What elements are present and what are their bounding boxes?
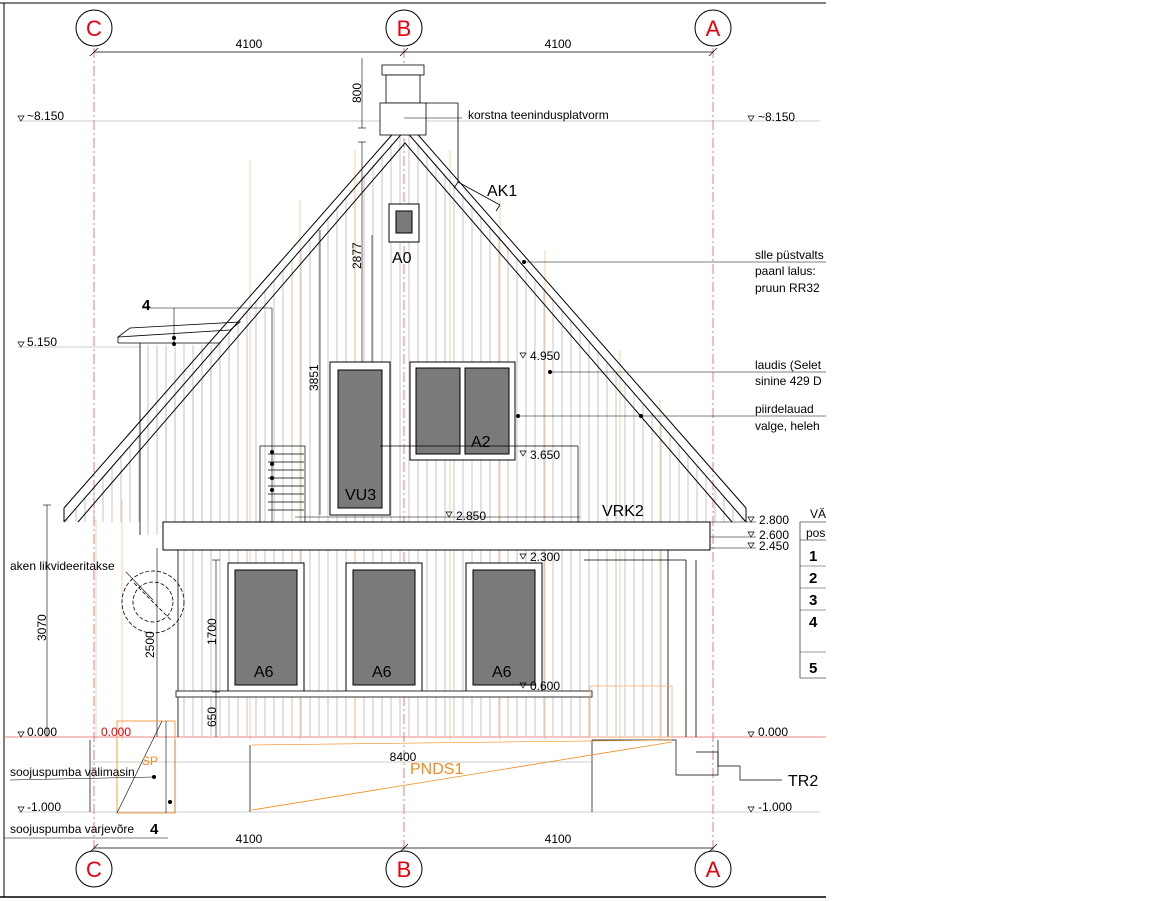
grid-bubble-b-bottom [386, 851, 422, 887]
leader-vent [126, 572, 153, 600]
grid-bubble-c-bottom [76, 851, 112, 887]
legend-row-3: 3 [809, 592, 818, 609]
legend-title: VÄ [810, 507, 827, 521]
level-int-0600: 0.600 [530, 679, 561, 693]
dim-wall-total: 3851 [307, 364, 321, 391]
dim-ground-left: 3070 [35, 614, 49, 641]
window-a2 [410, 362, 515, 460]
level-left-8150: ~8.150 [27, 109, 65, 123]
dim-vent-height: 2500 [143, 631, 157, 658]
label-heat-pump-screen: soojuspumba varjevõre [10, 822, 135, 836]
clip-mask [826, 0, 1152, 901]
grid-letter-b-bottom: B [396, 857, 412, 882]
dim-gable: 2877 [350, 242, 364, 269]
grid-bubble-a-bottom [695, 851, 731, 887]
grid-bubble-c-top [76, 10, 112, 46]
label-a6-1: A6 [254, 664, 274, 681]
marker-4-dot2 [172, 342, 176, 346]
dim-window-a6: 1700 [205, 618, 219, 645]
legend-row-2: 2 [809, 570, 818, 587]
level-right-2600: 2.600 [759, 528, 790, 542]
bottom-span-left: 4100 [235, 832, 263, 846]
level-int-4950: 4.950 [530, 349, 561, 363]
label-ak1: AK1 [487, 183, 518, 200]
level-int-2300: 2.300 [530, 550, 561, 564]
label-heat-pump-screen-num: 4 [150, 821, 159, 838]
grid-letter-c-bottom: C [86, 857, 102, 882]
label-sp: SP [142, 754, 159, 768]
level-left-0000: 0.000 [27, 725, 58, 739]
level-right-2450: 2.450 [759, 539, 790, 553]
note-cladding-2: sinine 429 D [755, 374, 822, 388]
bottom-span-right: 4100 [544, 832, 572, 846]
window-a0 [389, 204, 419, 242]
chimney [380, 65, 426, 135]
top-span-left: 4100 [235, 37, 263, 51]
label-heat-pump: soojuspumba välimasin [10, 765, 135, 779]
label-a6-3: A6 [492, 664, 512, 681]
label-vu3: VU3 [345, 487, 377, 504]
legend-header: pos [806, 526, 826, 540]
level-right-8150: ~8.150 [758, 110, 796, 124]
legend-row-1: 1 [809, 548, 818, 565]
note-roof-3: pruun RR32 [755, 281, 820, 295]
dim-total-width: 8400 [389, 750, 417, 764]
grid-bubble-a-top [695, 10, 731, 46]
label-red-level: 0.000 [101, 725, 132, 739]
dim-plinth: 650 [205, 706, 219, 727]
grid-bubble-b-top [386, 10, 422, 46]
level-left-m1000: -1.000 [27, 800, 62, 814]
label-a6-2: A6 [372, 664, 392, 681]
label-a0: A0 [392, 250, 412, 267]
marker-4: 4 [142, 297, 151, 314]
legend-row-5: 5 [809, 660, 818, 677]
foundation-slope-top [252, 740, 672, 745]
level-right-2800: 2.800 [759, 513, 790, 527]
label-vent: aken likvideeritakse [10, 559, 115, 573]
note-roof-1: slle püstvalts [755, 248, 824, 262]
grid-letter-a-bottom: A [705, 857, 721, 882]
legend-row-4: 4 [809, 614, 818, 631]
note-cladding-1: laudis (Selet [755, 358, 822, 372]
grid-letter-a-top: A [705, 16, 721, 41]
label-a2: A2 [471, 434, 491, 451]
level-left-5150: 5.150 [27, 335, 58, 349]
grid-letter-c-top: C [86, 16, 102, 41]
label-tr2: TR2 [788, 773, 819, 790]
level-lines-right [710, 522, 756, 548]
top-span-right: 4100 [544, 37, 572, 51]
grid-letter-b-top: B [396, 16, 412, 41]
label-pnds1: PNDS1 [410, 761, 464, 778]
level-right-m1000: -1.000 [758, 800, 793, 814]
steps-tr2 [696, 752, 782, 780]
note-trim-2: valge, heleh [755, 419, 820, 433]
dim-chimney: 800 [350, 82, 364, 103]
level-int-2850: 2.850 [456, 509, 487, 523]
canopy-vrk2 [163, 522, 710, 550]
level-int-3650: 3.650 [530, 448, 561, 462]
marker-4-dot [172, 336, 176, 340]
level-markers-left [18, 116, 24, 812]
level-markers-right [748, 116, 754, 812]
label-vrk2: VRK2 [602, 503, 644, 520]
note-trim-1: piirdelauad [755, 402, 814, 416]
top-dimension [90, 48, 717, 56]
heat-pump-dot2 [168, 800, 172, 804]
note-roof-2: paanl lalus: [755, 264, 816, 278]
vent-circle [122, 571, 184, 633]
label-chimney-platform: korstna teenindusplatvorm [468, 108, 609, 122]
level-right-0000: 0.000 [758, 725, 789, 739]
